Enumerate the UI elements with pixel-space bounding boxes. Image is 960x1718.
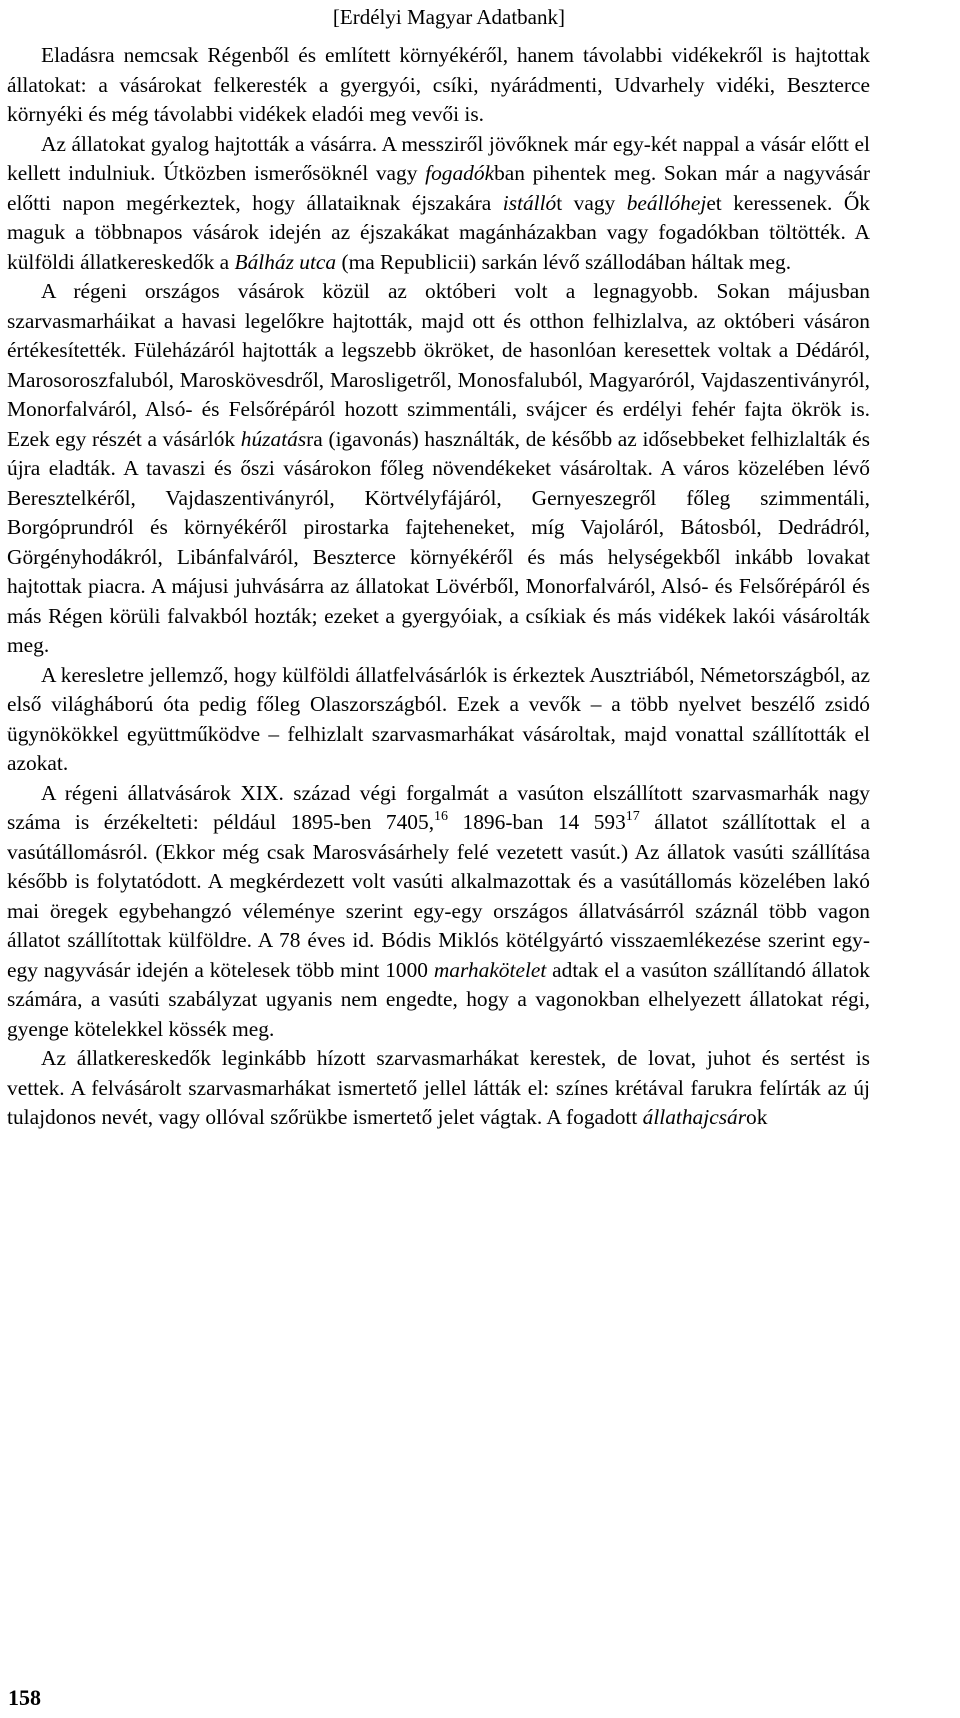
italic-term: istálló bbox=[502, 190, 557, 215]
page-header: [Erdélyi Magyar Adatbank] bbox=[332, 5, 565, 29]
text-run: ok bbox=[746, 1105, 768, 1129]
text-run: A keresletre jellemző, hogy külföldi állatfelvásárlók is érkeztek Ausztriából, Németországból, az első világháború óta pedig főleg Olaszországból. Ezek a vevők – a több nyelvet beszélő zsidó ügynökökkel együttműködve – felhizlalt szarvasmarhákat vásároltak, majd vonattal szállították el azokat. bbox=[7, 662, 870, 775]
paragraph bbox=[7, 130, 870, 278]
text-run: (ma Republicii) sarkán lévő szállodában háltak meg. bbox=[336, 249, 792, 274]
paragraph bbox=[7, 1044, 870, 1133]
body-text bbox=[7, 41, 870, 1133]
paragraph bbox=[7, 41, 870, 130]
paragraph bbox=[7, 277, 870, 661]
italic-term: állathajcsár bbox=[642, 1105, 747, 1129]
page-number: 158 bbox=[8, 1685, 41, 1710]
text-run: et keressenek. Ők maguk a többnapos vásárok idején az éjszakákat magánházakban vagy fogadókban töltötték. A külföldi állatkereskedők a bbox=[7, 190, 870, 274]
italic-term: fogadók bbox=[425, 161, 495, 185]
italic-term: beállóhej bbox=[626, 190, 707, 215]
paragraph bbox=[7, 779, 870, 1045]
italic-term: Bálház utca bbox=[234, 249, 337, 274]
text-run: A régeni országos vásárok közül az októberi volt a legnagyobb. Sokan májusban szarvasmarháikat a havasi legelőkre hajtották, majd ott és otthon felhizlalva, az októberi vásáron értékesítették. Füleházáról hajtották a legszebb ökröket, de hasonlóan keresettek voltak a Dédáról, Marosoroszfaluból, Maroskövesdről, Marosligetről, Monosfaluból, Magyaróról, Vajdaszentiványról, Monorfalváról, Alsó- és Felsőrépáról hozott szimmentáli, svájcer és erdélyi fehér fajta ökrök is. Ezek egy részét a vásárlók bbox=[7, 279, 870, 451]
footnote-reference: 16 bbox=[434, 809, 449, 824]
text-run: állatot szállítottak el a vasútállomásról. (Ekkor még csak Marosvásárhely felé vezetett vasút.) Az állatok vasúti szállítása később is folytatódott. A megkérdezett volt vasúti alkalmazottak és a vasútállomás közelében lakó mai öregek egybehangzó véleménye szerint egy-egy országos állatvásárról száznál több vagon állatot szállítottak külföldre. A 78 éves id. Bódis Miklós kötélgyártó visszaemlékezése szerint egy-egy nagyvásár idején a kötelesek több mint 1000 bbox=[7, 810, 870, 982]
text-run: adtak el a vasúton szállítandó állatok számára, a vasúti szabályzat ugyanis nem engedte, hogy a vagonokban elhelyezett állatokat régi, gyenge kötelekkel kössék meg. bbox=[7, 957, 870, 1041]
footnote-reference: 17 bbox=[625, 809, 640, 824]
paragraph bbox=[7, 661, 870, 779]
text-run: Az állatkereskedők leginkább hízott szarvasmarhákat kerestek, de lovat, juhot és sertést is vettek. A felvásárolt szarvasmarhákat ismertető jellel látták el: színes krétával farukra felírták az új tulajdonos nevét, vagy ollóval szőrükbe ismertető jelet vágtak. A fogadott bbox=[7, 1046, 870, 1129]
text-run: 1896-ban 14 593 bbox=[448, 810, 626, 834]
text-run: ra (igavonás) használták, de később az idősebbeket felhizlalták és újra eladták. A tavaszi és őszi vásárokon főleg növendékeket vásároltak. A város közelében lévő Beresztelkéről, Vajdaszentiványról, Körtvélyfájáról, Gernyeszegről főleg szimmentáli, Borgóprundról és környékéről pirostarka fajteheneket, míg Vajoláról, Bátosból, Dedrádról, Görgényhodákról, Libánfalváról, Beszterce környékéről és más helységekből inkább lovakat hajtottak piacra. A májusi juhvásárra az állatokat Lövérből, Monorfalváról, Alsó- és Felsőrépáról és más Régen körüli falvakból hozták; ezeket a gyergyóiak, a csíkiak és más vidékek lakói vásárolták meg. bbox=[7, 426, 870, 657]
text-run: Az állatokat gyalog hajtották a vásárra. A messziről jövőknek már egy-két nappal a vásár előtt el kellett indulniuk. Útközben ismerősöknél vagy bbox=[7, 131, 870, 185]
text-run: ban pihentek meg. Sokan már a nagyvásár előtti napon megérkeztek, hogy állataiknak éjszakára bbox=[7, 161, 870, 215]
italic-term: marhakötelet bbox=[433, 957, 547, 982]
text-run: t vagy bbox=[556, 190, 627, 215]
italic-term: húzatás bbox=[240, 426, 307, 451]
text-run: A régeni állatvásárok XIX. század végi forgalmát a vasúton elszállított szarvasmarhák nagy száma is érzékelteti: például 1895-ben 7405, bbox=[7, 780, 870, 834]
text-run: Eladásra nemcsak Régenből és említett környékéről, hanem távolabbi vidékekről is hajtottak állatokat: a vásárokat felkeresték a gyergyói, csíki, nyárádmenti, Udvarhely vidéki, Beszterce környéki és még távolabbi vidékek eladói meg vevői is. bbox=[7, 43, 870, 126]
